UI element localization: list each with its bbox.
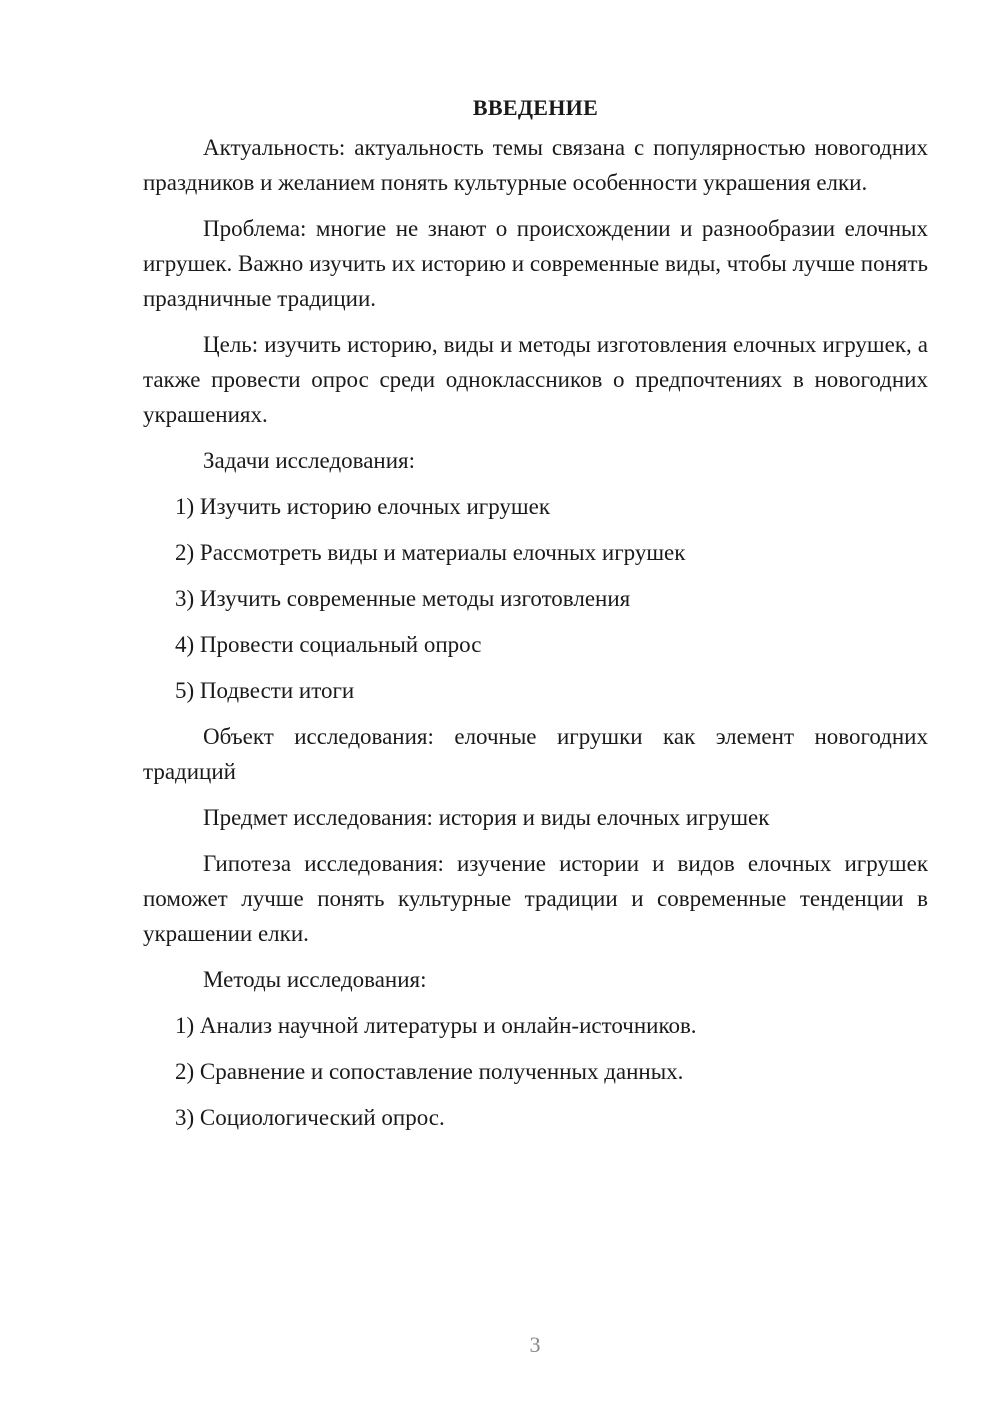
methods-heading: Методы исследования: [203, 967, 427, 992]
task-item: 5) Подвести итоги [175, 678, 355, 703]
method-item: 1) Анализ научной литературы и онлайн-источников. [175, 1013, 697, 1038]
document-page [143, 90, 928, 1146]
method-item: 3) Социологический опрос. [175, 1105, 445, 1130]
goal-paragraph: Цель: изучить историю, виды и методы изготовления елочных игрушек, а также провести опрос среди одноклассников о предпочтениях в новогодних украшениях. [143, 332, 928, 427]
tasks-heading: Задачи исследования: [203, 448, 416, 473]
task-item: 2) Рассмотреть виды и материалы елочных игрушек [175, 540, 686, 565]
problem-paragraph: Проблема: многие не знают о происхождении и разнообразии елочных игрушек. Важно изучить их историю и современные виды, чтобы лучше понять праздничные традиции. [143, 216, 928, 311]
page-title: ВВЕДЕНИЕ [472, 95, 599, 120]
relevance-paragraph: Актуальность: актуальность темы связана с популярностью новогодних праздников и желанием понять культурные особенности украшения елки. [143, 135, 928, 195]
hypothesis-paragraph: Гипотеза исследования: изучение истории и видов елочных игрушек поможет лучше понять культурные традиции и современные тенденции в украшении елки. [143, 851, 928, 946]
subject-paragraph: Предмет исследования: история и виды елочных игрушек [203, 805, 770, 830]
object-paragraph: Объект исследования: елочные игрушки как элемент новогодних традиций [143, 724, 928, 784]
method-item: 2) Сравнение и сопоставление полученных данных. [175, 1059, 684, 1084]
page-number: 3 [529, 1332, 541, 1357]
task-item: 1) Изучить историю елочных игрушек [175, 494, 550, 519]
task-item: 4) Провести социальный опрос [175, 632, 482, 657]
task-item: 3) Изучить современные методы изготовления [175, 586, 631, 611]
